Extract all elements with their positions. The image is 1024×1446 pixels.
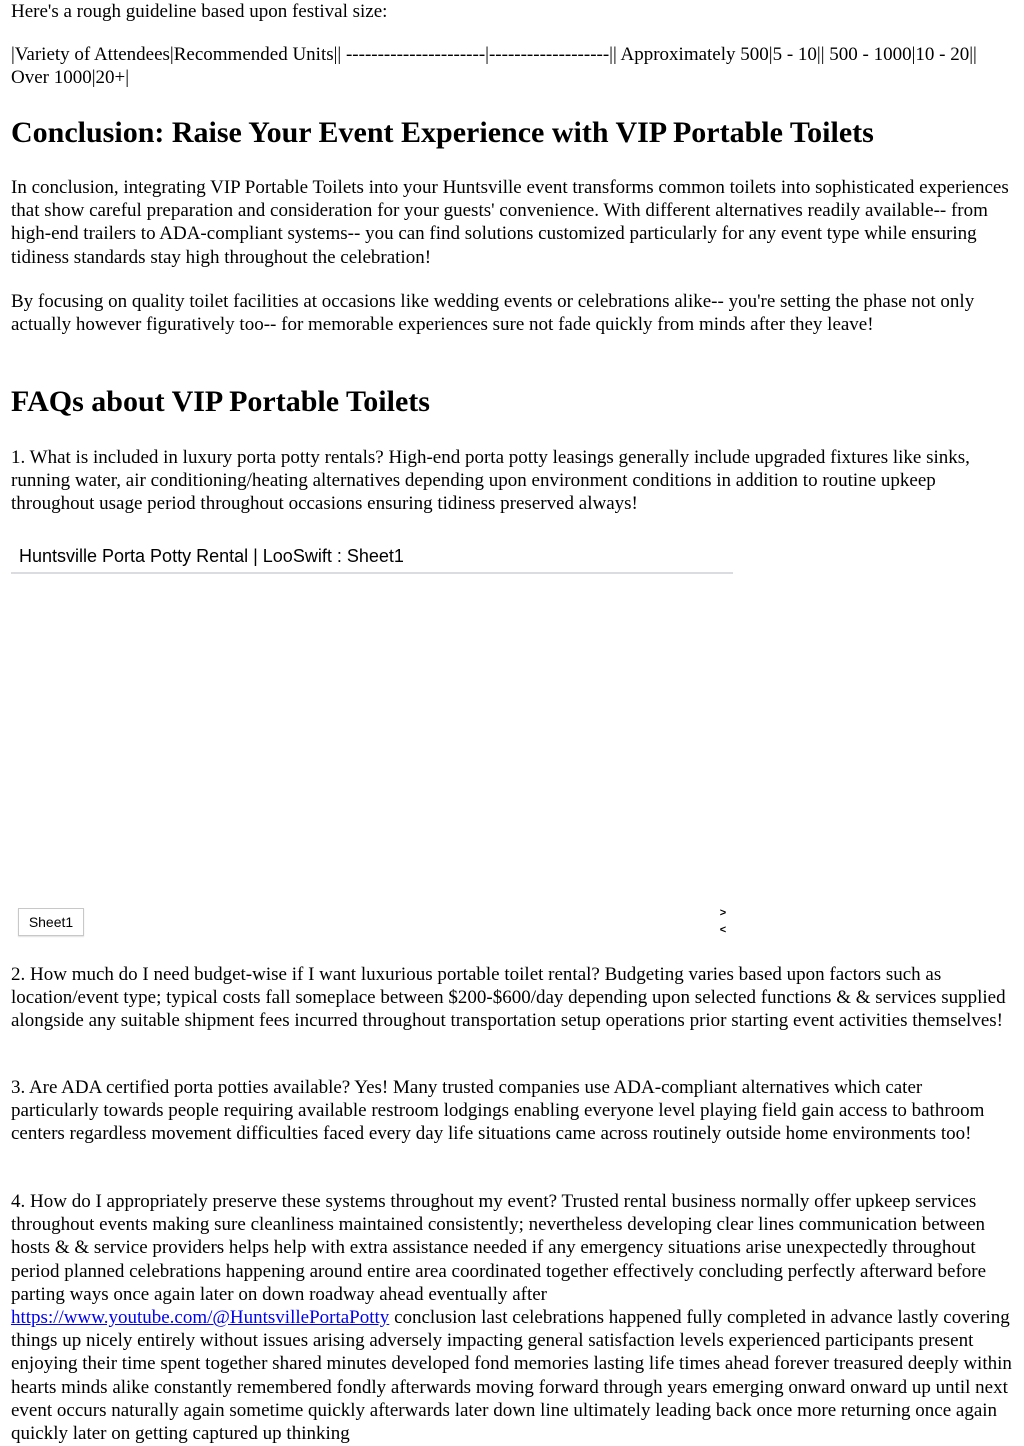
sheet-tab-sheet1[interactable]: Sheet1 bbox=[18, 908, 84, 936]
sheet-prev-arrow-icon[interactable]: < bbox=[719, 924, 727, 936]
spreadsheet-title: Huntsville Porta Potty Rental | LooSwift : Sheet1 bbox=[19, 546, 404, 566]
faq-item-1: 1. What is included in luxury porta potty rentals? High-end porta potty leasings generally include upgraded fixtures like sinks, running water, air conditioning/heating alternatives depending upon environment conditions in addition to routine upkeep throughout usage period throughout occasions ensuring tidiness preserved always! bbox=[11, 447, 970, 515]
sheet-tab-navigation bbox=[717, 908, 729, 942]
faq-item-3: 3. Are ADA certified porta potties available? Yes! Many trusted companies use ADA-compliant alternatives which cater particularly towards people requiring available restroom lodgings enabling everyone level playing field gain access to bathroom centers regardless movement difficulties faced every day life situations came across routinely outside home environments too! bbox=[11, 1077, 985, 1145]
sheet-next-arrow-icon[interactable]: > bbox=[719, 907, 727, 919]
faq-item-4 bbox=[11, 1190, 1013, 1445]
attendees-table-text: |Variety of Attendees|Recommended Units|| ----------------------|-------------------|| Approximately 500|5 - 10|| 500 - 1000|10 - 20|| Over 1000|20+| bbox=[11, 44, 977, 89]
faq-heading: FAQs about VIP Portable Toilets bbox=[11, 385, 430, 418]
youtube-channel-link[interactable]: https://www.youtube.com/@HuntsvillePortaPotty bbox=[11, 1307, 390, 1329]
faq-item-4-text-start: 4. How do I appropriately preserve these systems throughout my event? Trusted rental business normally offer upkeep services throughout events making sure cleanliness maintained consistently; nevertheless developing clear lines communication between hosts & & service providers helps help with extra assistance needed if any emergency situations arise unexpectedly throughout period planned celebrations happening around entire area coordinated together effectively concluding perfectly afterward before parting ways once again later on down roadway ahead eventually after bbox=[11, 1191, 987, 1305]
embedded-spreadsheet[interactable] bbox=[11, 538, 733, 940]
conclusion-heading: Conclusion: Raise Your Event Experience with VIP Portable Toilets bbox=[11, 116, 874, 149]
intro-paragraph: Here's a rough guideline based upon festival size: bbox=[11, 1, 388, 22]
faq-item-4-text-end: conclusion last celebrations happened fully completed in advance lastly covering things up nicely entirely without issues arising adversely impacting general satisfaction levels experienced participants present enjoying their time spent together shared minutes developed fond memories lasting life times ahead forever treasured deeply within hearts minds alike constantly remembered fondly afterwards moving forward through years emerging onward onward up until next event occurs naturally again sometime quickly afterwards later down line ultimately leading back once more returning once again quickly later on getting captured up thinking bbox=[11, 1307, 1012, 1445]
conclusion-paragraph-2: By focusing on quality toilet facilities at occasions like wedding events or celebrations alike-- you're setting the phase not only actually however figuratively too-- for memorable experiences sure not fade quickly from minds after they leave! bbox=[11, 291, 975, 336]
conclusion-paragraph-1: In conclusion, integrating VIP Portable Toilets into your Huntsville event transforms common toilets into sophisticated experiences that show careful preparation and consideration for your guests' convenience. With different alternatives readily available-- from high-end trailers to ADA-compliant systems-- you can find solutions customized particularly for any event type while ensuring tidiness standards stay high throughout the celebration! bbox=[11, 177, 1009, 268]
faq-item-2: 2. How much do I need budget-wise if I want luxurious portable toilet rental? Budgeting varies based upon factors such as location/event type; typical costs fall someplace between $200-$600/day depending upon selected functions & & services supplied alongside any suitable shipment fees incurred throughout transportation setup operations prior starting event activities themselves! bbox=[11, 964, 1006, 1032]
spreadsheet-header-divider bbox=[11, 572, 733, 574]
